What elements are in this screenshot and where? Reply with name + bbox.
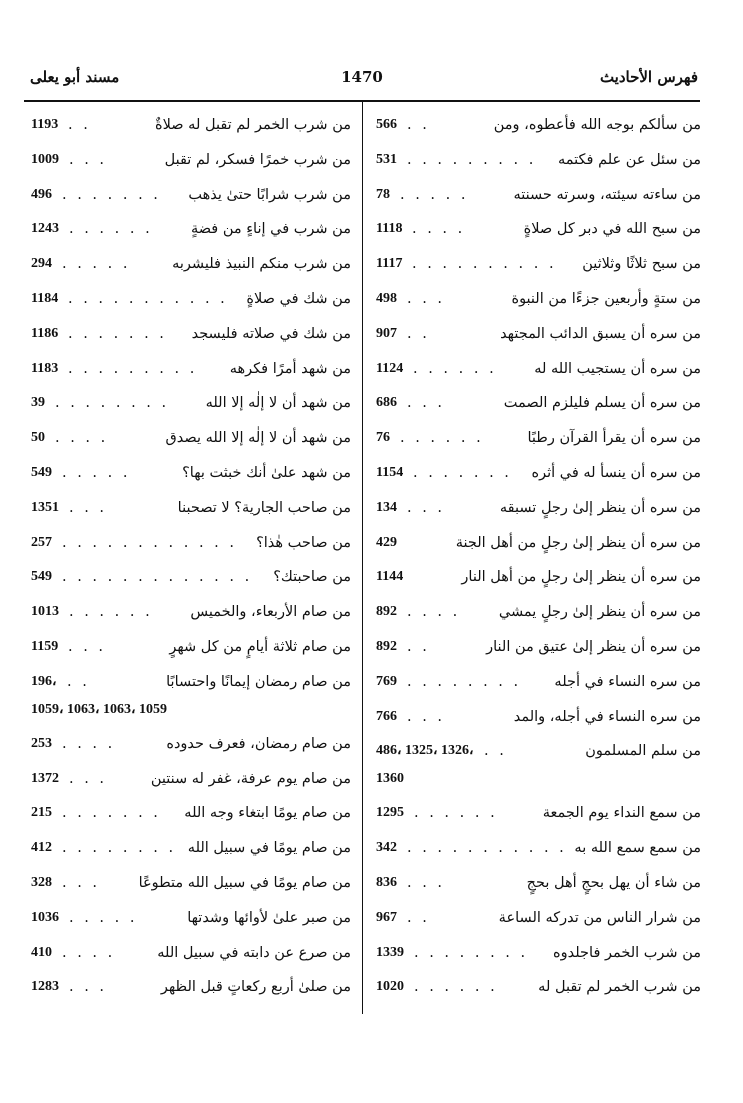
hadith-text: من سره أن يستجيب الله له [534, 360, 701, 377]
page-number: 1470 [341, 68, 383, 86]
hadith-text: من شهد أن لا إلٰه إلا الله [205, 395, 351, 412]
index-entry [376, 426, 701, 461]
leader-dots: . . . . [62, 735, 116, 752]
hadith-number: 1117 [376, 256, 403, 272]
hadith-number: 1243 [31, 221, 59, 237]
hadith-number: 1283 [31, 979, 59, 995]
index-entry [31, 322, 351, 357]
index-title: فهرس الأحاديث [599, 68, 698, 86]
index-entry [31, 531, 351, 566]
hadith-number: 1124 [376, 360, 404, 376]
index-entry [31, 426, 351, 461]
index-entry [31, 801, 351, 836]
index-entry [31, 461, 351, 496]
index-entry [31, 732, 351, 767]
hadith-number: 39 [31, 395, 45, 411]
hadith-text: من شرب الخمر فاجلدوه [553, 944, 701, 961]
hadith-number: 76 [376, 430, 390, 446]
hadith-text: من سألكم بوجه الله فأعطوه، ومن [493, 117, 701, 133]
leader-dots: . . . . . . . . . [407, 151, 537, 168]
leader-dots: . . . . . . [414, 805, 498, 822]
hadith-number: 1351 [31, 499, 59, 515]
index-entry [31, 113, 351, 148]
leader-dots: . . . . . . . . . [68, 360, 198, 377]
hadith-number: 769 [376, 673, 397, 689]
hadith-number: 1118 [376, 221, 403, 237]
hadith-text: من صاحبتك؟ [273, 569, 351, 586]
leader-dots: . . [407, 909, 430, 926]
index-entry [376, 183, 701, 218]
leader-dots: . . . [407, 395, 446, 412]
leader-dots: . . . [407, 499, 446, 516]
page-header [24, 60, 700, 100]
hadith-text: من سره أن ينظر إلىٰ عتيق من النار [486, 638, 701, 655]
hadith-number: 549 [31, 569, 52, 585]
hadith-text: من صلىٰ أربع ركعاتٍ قبل الظهر [160, 979, 351, 996]
hadith-text: من صام يومًا في سبيل الله متطوعًا [138, 874, 351, 891]
index-entry [31, 183, 351, 218]
leader-dots: . . [407, 325, 430, 342]
hadith-text: من ساءته سيئته، وسرته حسنته [513, 186, 701, 203]
hadith-number: 1159 [31, 638, 59, 654]
hadith-number: 892 [376, 638, 397, 654]
leader-dots: . . . . . . . . . . . . . [62, 569, 253, 586]
index-entry [376, 461, 701, 496]
hadith-text: من صام يومًا ابتغاء وجه الله [184, 805, 351, 822]
hadith-number: 907 [376, 325, 397, 341]
leader-dots: . . [484, 743, 507, 760]
hadith-text: من سره أن يسلم فليلزم الصمت [503, 395, 701, 412]
leader-dots: . . . [69, 151, 108, 168]
leader-dots: . . . . . . . . [407, 673, 522, 690]
hadith-number: 410 [31, 944, 52, 960]
hadith-number: 134 [376, 499, 397, 515]
hadith-text: من سمع سمع الله به [574, 840, 701, 857]
hadith-number: 531 [376, 151, 397, 167]
hadith-number: 342 [376, 840, 397, 856]
hadith-number-continued: 1360 [376, 771, 404, 787]
leader-dots: . . . . . . . [413, 464, 512, 481]
leader-dots: . . . . . . . . . . . . [62, 534, 238, 551]
index-entry [376, 531, 701, 566]
hadith-number: 429 [376, 534, 397, 550]
leader-dots: . . . [69, 979, 108, 996]
index-entry [31, 287, 351, 322]
index-entry [376, 391, 701, 426]
hadith-text: من سره النساء في أجله [554, 673, 701, 690]
hadith-text: من شرار الناس من تدركه الساعة [498, 909, 701, 926]
hadith-number: 486، 1325، 1326، [376, 743, 474, 759]
index-entry [31, 252, 351, 287]
index-entry [376, 941, 701, 976]
leader-dots: . . . [407, 874, 446, 891]
hadith-text: من شرب الخمر لم تقبل له صلاةٌ [155, 117, 351, 133]
leader-dots: . . [68, 117, 91, 133]
leader-dots: . . . . [55, 430, 109, 447]
hadith-number: 1295 [376, 805, 404, 821]
leader-dots: . . [407, 117, 430, 133]
index-entry [31, 148, 351, 183]
hadith-number: 1009 [31, 151, 59, 167]
hadith-text: من شك في صلاةٍ [246, 290, 351, 307]
hadith-number: 566 [376, 117, 397, 132]
index-entry [31, 357, 351, 392]
index-entry [31, 975, 351, 1010]
hadith-number: 412 [31, 840, 52, 856]
leader-dots: . . . . . . [400, 430, 484, 447]
hadith-text: من صام يومًا في سبيل الله [187, 840, 351, 857]
leader-dots: . . . . [407, 604, 461, 621]
hadith-text: من صاحب الجارية؟ لا تصحبنا [177, 499, 351, 516]
index-entry [31, 217, 351, 252]
leader-dots: . . . . . . . . [62, 840, 177, 857]
index-entry [376, 801, 701, 836]
index-entry [376, 836, 701, 871]
hadith-text: من شهد أمرًا فكرهه [229, 360, 351, 377]
index-entry [376, 906, 701, 941]
leader-dots: . . . . . . [69, 604, 153, 621]
hadith-text: من سره أن ينظر إلىٰ رجلٍ تسبقه [499, 499, 701, 516]
hadith-text: من سره النساء في أجله، والمد [513, 708, 701, 725]
hadith-number: 967 [376, 909, 397, 925]
index-entry [31, 871, 351, 906]
index-entry [376, 600, 701, 635]
leader-dots: . . . [68, 638, 107, 655]
hadith-text: من سره أن يسبق الدائب المجتهد [500, 325, 701, 342]
index-entry [31, 670, 351, 732]
index-entry [376, 739, 701, 801]
leader-dots: . . . . . . . [62, 805, 161, 822]
hadith-text: من سلم المسلمون [585, 743, 701, 760]
hadith-number: 257 [31, 534, 52, 550]
index-entry [31, 635, 351, 670]
hadith-number: 892 [376, 604, 397, 620]
hadith-text: من صام الأربعاء، والخميس [190, 604, 351, 621]
leader-dots: . . . . . [400, 186, 469, 203]
hadith-number: 766 [376, 708, 397, 724]
leader-dots: . . . . . . [413, 360, 497, 377]
hadith-number-continued: 1059، 1063، 1063، 1059 [31, 701, 168, 717]
hadith-text: من شهد علىٰ أنك خبثت بها؟ [182, 464, 351, 481]
hadith-text: من ستةٍ وأربعين جزءًا من النبوة [511, 290, 701, 307]
hadith-text: من صرع عن دابته في سبيل الله [157, 944, 351, 961]
hadith-number: 1013 [31, 604, 59, 620]
index-entry [376, 113, 701, 148]
hadith-number: 215 [31, 805, 52, 821]
index-entry [376, 565, 701, 600]
leader-dots: . . [407, 638, 430, 655]
index-entry [376, 670, 701, 705]
hadith-number: 50 [31, 430, 45, 446]
hadith-text: من شرب خمرًا فسكر، لم تقبل [164, 151, 351, 168]
hadith-text: من شرب شرابًا حتىٰ يذهب [188, 186, 351, 203]
leader-dots: . . . . . . . . . . . [68, 290, 228, 307]
leader-dots: . . . . [412, 221, 466, 238]
hadith-number: 1036 [31, 909, 59, 925]
hadith-number: 1372 [31, 770, 59, 786]
hadith-text: من صام رمضان إيمانًا واحتسابًا [166, 673, 351, 690]
index-entry [31, 391, 351, 426]
leader-dots: . . . . . . . [62, 186, 161, 203]
hadith-number: 1020 [376, 979, 404, 995]
hadith-number: 496 [31, 186, 52, 202]
hadith-number: 1184 [31, 290, 59, 306]
hadith-number: 498 [376, 290, 397, 306]
index-entry [376, 871, 701, 906]
index-entry [376, 148, 701, 183]
leader-dots: . . . . . . . . [55, 395, 170, 412]
index-entry [31, 836, 351, 871]
left-column [31, 113, 351, 1010]
index-entry [376, 975, 701, 1010]
index-entry [376, 357, 701, 392]
index-entry [31, 941, 351, 976]
hadith-number: 1193 [31, 117, 59, 132]
index-entry [31, 906, 351, 941]
leader-dots: . . . [62, 874, 101, 891]
hadith-number: 1339 [376, 944, 404, 960]
leader-dots: . . . [407, 708, 446, 725]
hadith-number: 836 [376, 874, 397, 890]
leader-dots: . . . . . [69, 909, 138, 926]
hadith-text: من سره أن ينظر إلىٰ رجلٍ من أهل النار [461, 569, 701, 586]
hadith-text: من سمع النداء يوم الجمعة [542, 805, 701, 822]
leader-dots: . . . [407, 290, 446, 307]
hadith-text: من سره أن ينظر إلىٰ رجلٍ يمشي [498, 604, 701, 621]
hadith-text: من شرب منكم النبيذ فليشربه [172, 256, 351, 273]
hadith-text: من صام رمضان، فعرف حدوده [166, 735, 351, 752]
column-divider [362, 101, 363, 1014]
leader-dots: . . . . [62, 944, 116, 961]
hadith-number: 1144 [376, 569, 404, 585]
hadith-text: من سره أن يقرأ القرآن رطبًا [527, 430, 701, 447]
index-entry [376, 635, 701, 670]
hadith-text: من شهد أن لا إلٰه إلا الله يصدق [165, 430, 351, 447]
hadith-number: 294 [31, 256, 52, 272]
hadith-text: من شرب في إناءٍ من فضةٍ [190, 221, 351, 238]
hadith-number: 78 [376, 186, 390, 202]
hadith-text: من صام يوم عرفة، غفر له سنتين [150, 770, 351, 787]
leader-dots: . . [67, 673, 90, 690]
hadith-text: من سره أن ينظر إلىٰ رجلٍ من أهل الجنة [455, 534, 701, 551]
leader-dots: . . . . . . . . . . . [407, 840, 567, 857]
hadith-text: من سبح ثلاثًا وثلاثين [582, 256, 701, 273]
hadith-text: من شرب الخمر لم تقبل له [538, 979, 701, 996]
hadith-number: 549 [31, 464, 52, 480]
hadith-text: من سبح الله في دبر كل صلاةٍ [523, 221, 701, 238]
hadith-number: 253 [31, 735, 52, 751]
leader-dots: . . . . . . [69, 221, 153, 238]
hadith-text: من صاحب هٰذا؟ [256, 534, 351, 551]
hadith-text: من شاء أن يهل بحجٍ أهل بحجٍ [526, 874, 701, 891]
index-entry [376, 496, 701, 531]
leader-dots: . . . . . . . . . . [412, 256, 557, 273]
index-entry [376, 322, 701, 357]
hadith-text: من سئل عن علم فكتمه [557, 151, 701, 168]
leader-dots: . . . . . [62, 256, 131, 273]
hadith-text: من سره أن ينسأ له في أثره [531, 464, 701, 481]
leader-dots: . . . . . . . [68, 325, 167, 342]
index-entry [376, 252, 701, 287]
index-entry [376, 287, 701, 322]
index-entry [31, 565, 351, 600]
book-title: مسند أبو يعلى [30, 68, 120, 86]
right-column [376, 113, 701, 1010]
leader-dots: . . . . . . [414, 979, 498, 996]
hadith-number: 1154 [376, 464, 404, 480]
hadith-number: 1183 [31, 360, 59, 376]
hadith-text: من شك في صلاته فليسجد [191, 325, 351, 342]
hadith-number: 686 [376, 395, 397, 411]
index-entry [376, 705, 701, 740]
index-entry [31, 496, 351, 531]
leader-dots: . . . . . . . . [414, 944, 529, 961]
index-entry [376, 217, 701, 252]
index-entry [31, 767, 351, 802]
hadith-number: 1186 [31, 325, 59, 341]
hadith-number: 328 [31, 874, 52, 890]
hadith-text: من صام ثلاثة أيامٍ من كل شهرٍ [169, 638, 351, 655]
leader-dots: . . . . . [62, 464, 131, 481]
hadith-text: من صبر علىٰ لأوائها وشدتها [187, 909, 351, 926]
leader-dots: . . . [69, 499, 108, 516]
leader-dots: . . . [69, 770, 108, 787]
index-entry [31, 600, 351, 635]
hadith-number: 196، [31, 673, 57, 689]
